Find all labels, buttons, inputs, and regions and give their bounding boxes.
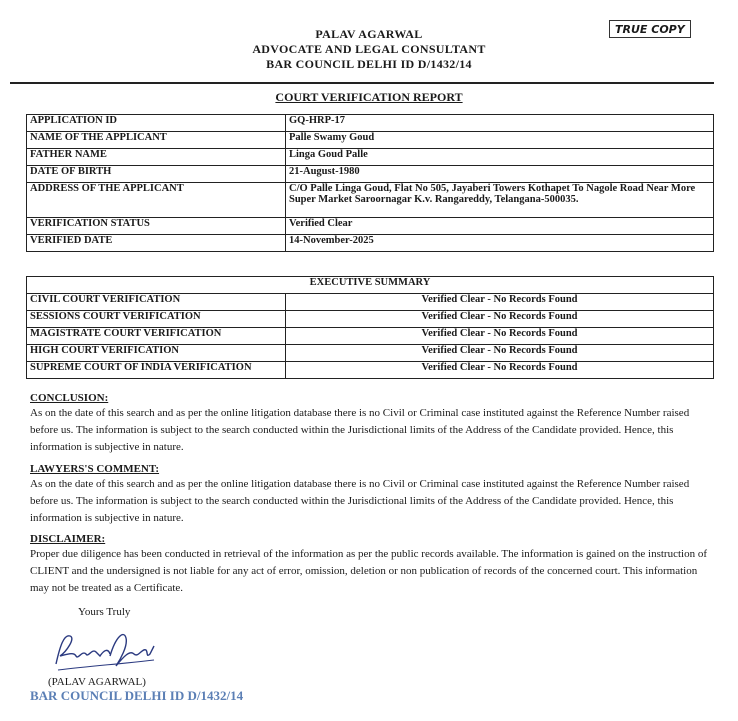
row-value: Verified Clear - No Records Found bbox=[286, 362, 714, 379]
row-label: SUPREME COURT OF INDIA VERIFICATION bbox=[27, 362, 286, 379]
signatory-bar-council-id: BAR COUNCIL DELHI ID D/1432/14 bbox=[30, 688, 244, 703]
row-value: Verified Clear - No Records Found bbox=[286, 311, 714, 328]
header-divider bbox=[10, 82, 714, 84]
row-label: APPLICATION ID bbox=[27, 115, 286, 132]
row-label: HIGH COURT VERIFICATION bbox=[27, 345, 286, 362]
row-value: Verified Clear - No Records Found bbox=[286, 328, 714, 345]
row-label: MAGISTRATE COURT VERIFICATION bbox=[27, 328, 286, 345]
row-label: NAME OF THE APPLICANT bbox=[27, 132, 286, 149]
row-value: Verified Clear - No Records Found bbox=[286, 294, 714, 311]
row-value: Verified Clear bbox=[286, 218, 714, 235]
table-row bbox=[27, 166, 714, 183]
row-label: CIVIL COURT VERIFICATION bbox=[27, 294, 286, 311]
advocate-name: PALAV AGARWAL bbox=[315, 27, 423, 41]
advocate-designation: ADVOCATE AND LEGAL CONSULTANT bbox=[252, 42, 486, 56]
table-row bbox=[27, 218, 714, 235]
row-label: VERIFICATION STATUS bbox=[27, 218, 286, 235]
table-row bbox=[27, 115, 714, 132]
row-value: Linga Goud Palle bbox=[286, 149, 714, 166]
lawyers-comment-body: As on the date of this search and as per the online litigation database there is no Civil or Criminal case instituted against the Reference Number raised before us. The information is subject to the search conducted within the Jurisdictional limits of the Address of the Candidate provided. Hence, this information is subjective in nature. bbox=[30, 478, 690, 524]
row-value: C/O Palle Linga Goud, Flat No 505, Jayaberi Towers Kothapet To Nagole Road Near More Super Market Saroornagar K.v. Rangareddy, Telangana-500035. bbox=[286, 183, 714, 218]
table-row bbox=[27, 132, 714, 149]
table-row bbox=[27, 311, 714, 328]
table-row bbox=[27, 183, 714, 218]
row-value: GQ-HRP-17 bbox=[286, 115, 714, 132]
signatory-name: (PALAV AGARWAL) bbox=[48, 676, 146, 688]
conclusion-heading: CONCLUSION: bbox=[30, 392, 109, 404]
row-label: FATHER NAME bbox=[27, 149, 286, 166]
row-value: Verified Clear - No Records Found bbox=[286, 345, 714, 362]
table-row bbox=[27, 235, 714, 252]
disclaimer-heading: DISCLAIMER: bbox=[30, 533, 106, 545]
conclusion-section bbox=[30, 392, 710, 456]
report-title: COURT VERIFICATION REPORT bbox=[275, 90, 463, 104]
bar-council-id: BAR COUNCIL DELHI ID D/1432/14 bbox=[266, 57, 472, 71]
row-value: 21-August-1980 bbox=[286, 166, 714, 183]
table-row bbox=[27, 277, 714, 294]
conclusion-body: As on the date of this search and as per the online litigation database there is no Civil or Criminal case instituted against the Reference Number raised before us. The information is subject to the search conducted within the Jurisdictional limits of the Address of the Candidate provided. Hence, this information is subjective in nature. bbox=[30, 407, 690, 453]
table-row bbox=[27, 294, 714, 311]
lawyers-comment-section bbox=[30, 463, 710, 527]
disclaimer-body: Proper due diligence has been conducted in retrieval of the information as per the public records available. The information is gained on the instruction of CLIENT and the undersigned is not liable for any act of error, omission, deletion or non publication of records of the concerned court. This information may not be treated as a Certificate. bbox=[30, 548, 707, 594]
true-copy-stamp: TRUE COPY bbox=[609, 20, 691, 38]
row-label: SESSIONS COURT VERIFICATION bbox=[27, 311, 286, 328]
table-row bbox=[27, 149, 714, 166]
row-value: 14-November-2025 bbox=[286, 235, 714, 252]
row-label: DATE OF BIRTH bbox=[27, 166, 286, 183]
table-row bbox=[27, 345, 714, 362]
executive-summary-table bbox=[26, 276, 714, 379]
lawyers-comment-heading: LAWYERS'S COMMENT: bbox=[30, 463, 160, 475]
applicant-details-table bbox=[26, 114, 714, 252]
row-value: Palle Swamy Goud bbox=[286, 132, 714, 149]
executive-summary-heading: EXECUTIVE SUMMARY bbox=[27, 277, 714, 294]
closing-text: Yours Truly bbox=[78, 606, 131, 618]
row-label: ADDRESS OF THE APPLICANT bbox=[27, 183, 286, 218]
table-row bbox=[27, 328, 714, 345]
row-label: VERIFIED DATE bbox=[27, 235, 286, 252]
disclaimer-section bbox=[30, 533, 710, 597]
handwritten-signature bbox=[50, 626, 160, 674]
table-row bbox=[27, 362, 714, 379]
